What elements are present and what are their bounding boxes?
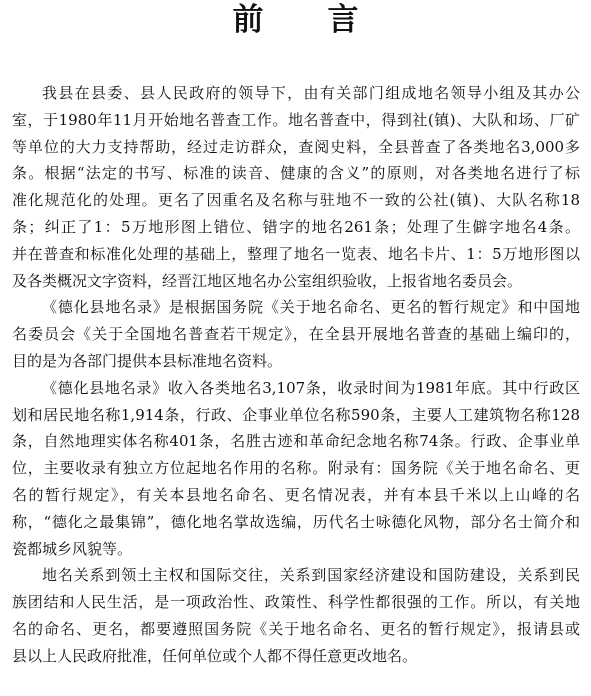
text-line: 准化规范化的处理。更名了因重名及名称与驻地不一致的公社(镇)、大队名称18 [12,191,580,210]
text-line: 地名关系到领土主权和国际交往，关系到国家经济建设和国防建设，关系到民 [42,566,580,585]
text-line: 位，主要收录有独立方位起地名作用的名称。附录有：国务院《关于地名命名、更 [12,459,580,478]
page-title: 前言 [232,2,423,38]
text-line: 县以上人民政府批准，任何单位或个人都不得任意更改地名。 [12,646,418,665]
document-body [12,80,580,670]
text-line: 室，于1980年11月开始地名普查工作。地名普查中，得到社(镇)、大队和场、厂矿 [12,110,580,129]
text-line: 条，自然地理实体名称401条，名胜古迹和革命纪念地名称74条。行政、企事业单 [12,432,580,451]
text-line: 并在普查和标准化处理的基础上，整理了地名一览表、地名卡片、1：5万地形图以 [12,244,580,263]
paragraph-1 [12,80,580,294]
text-line: 条。根据“法定的书写、标准的读音、健康的含义”的原则，对各类地名进行了标 [12,164,580,183]
text-line: 名委员会《关于全国地名普查若干规定》，在全县开展地名普查的基础上编印的， [12,325,580,344]
text-line: 瓷都城乡风貌等。 [12,539,133,558]
text-line: 族团结和人民生活，是一项政治性、政策性、科学性都很强的工作。所以，有关地 [12,593,580,612]
text-line: 名的暂行规定》，有关本县地名命名、更名情况表，并有本县千米以上山峰的名 [12,485,580,504]
paragraph-2 [12,294,580,374]
text-line: 目的是为各部门提供本县标准地名资料。 [12,351,283,370]
text-line: 划和居民地名称1,914条，行政、企事业单位名称590条，主要人工建筑物名称128 [12,405,580,424]
paragraph-4 [12,562,580,669]
paragraph-3 [12,375,580,563]
text-line: 及各类概况文字资料，经晋江地区地名办公室组织验收，上报省地名委员会。 [12,271,523,290]
text-line: 我县在县委、县人民政府的领导下，由有关部门组成地名领导小组及其办公 [42,84,580,102]
text-line: 条；纠正了1：5万地形图上错位、错字的地名261条；处理了生僻字地名4条。 [12,217,580,236]
text-line: 名的命名、更名，都要遵照国务院《关于地名命名、更名的暂行规定》，报请县或 [12,619,580,638]
text-line: 《德化县地名录》是根据国务院《关于地名命名、更名的暂行规定》和中国地 [42,298,580,317]
text-line: 等单位的大力支持帮助，经过走访群众，查阅史料，全县普查了各类地名3,000多 [12,137,580,156]
text-line: 《德化县地名录》收入各类地名3,107条，收录时间为1981年底。其中行政区 [42,378,580,397]
text-line: 称，“德化之最集锦”，德化地名掌故选编，历代名士咏德化风物，部分名士简介和 [12,512,580,531]
